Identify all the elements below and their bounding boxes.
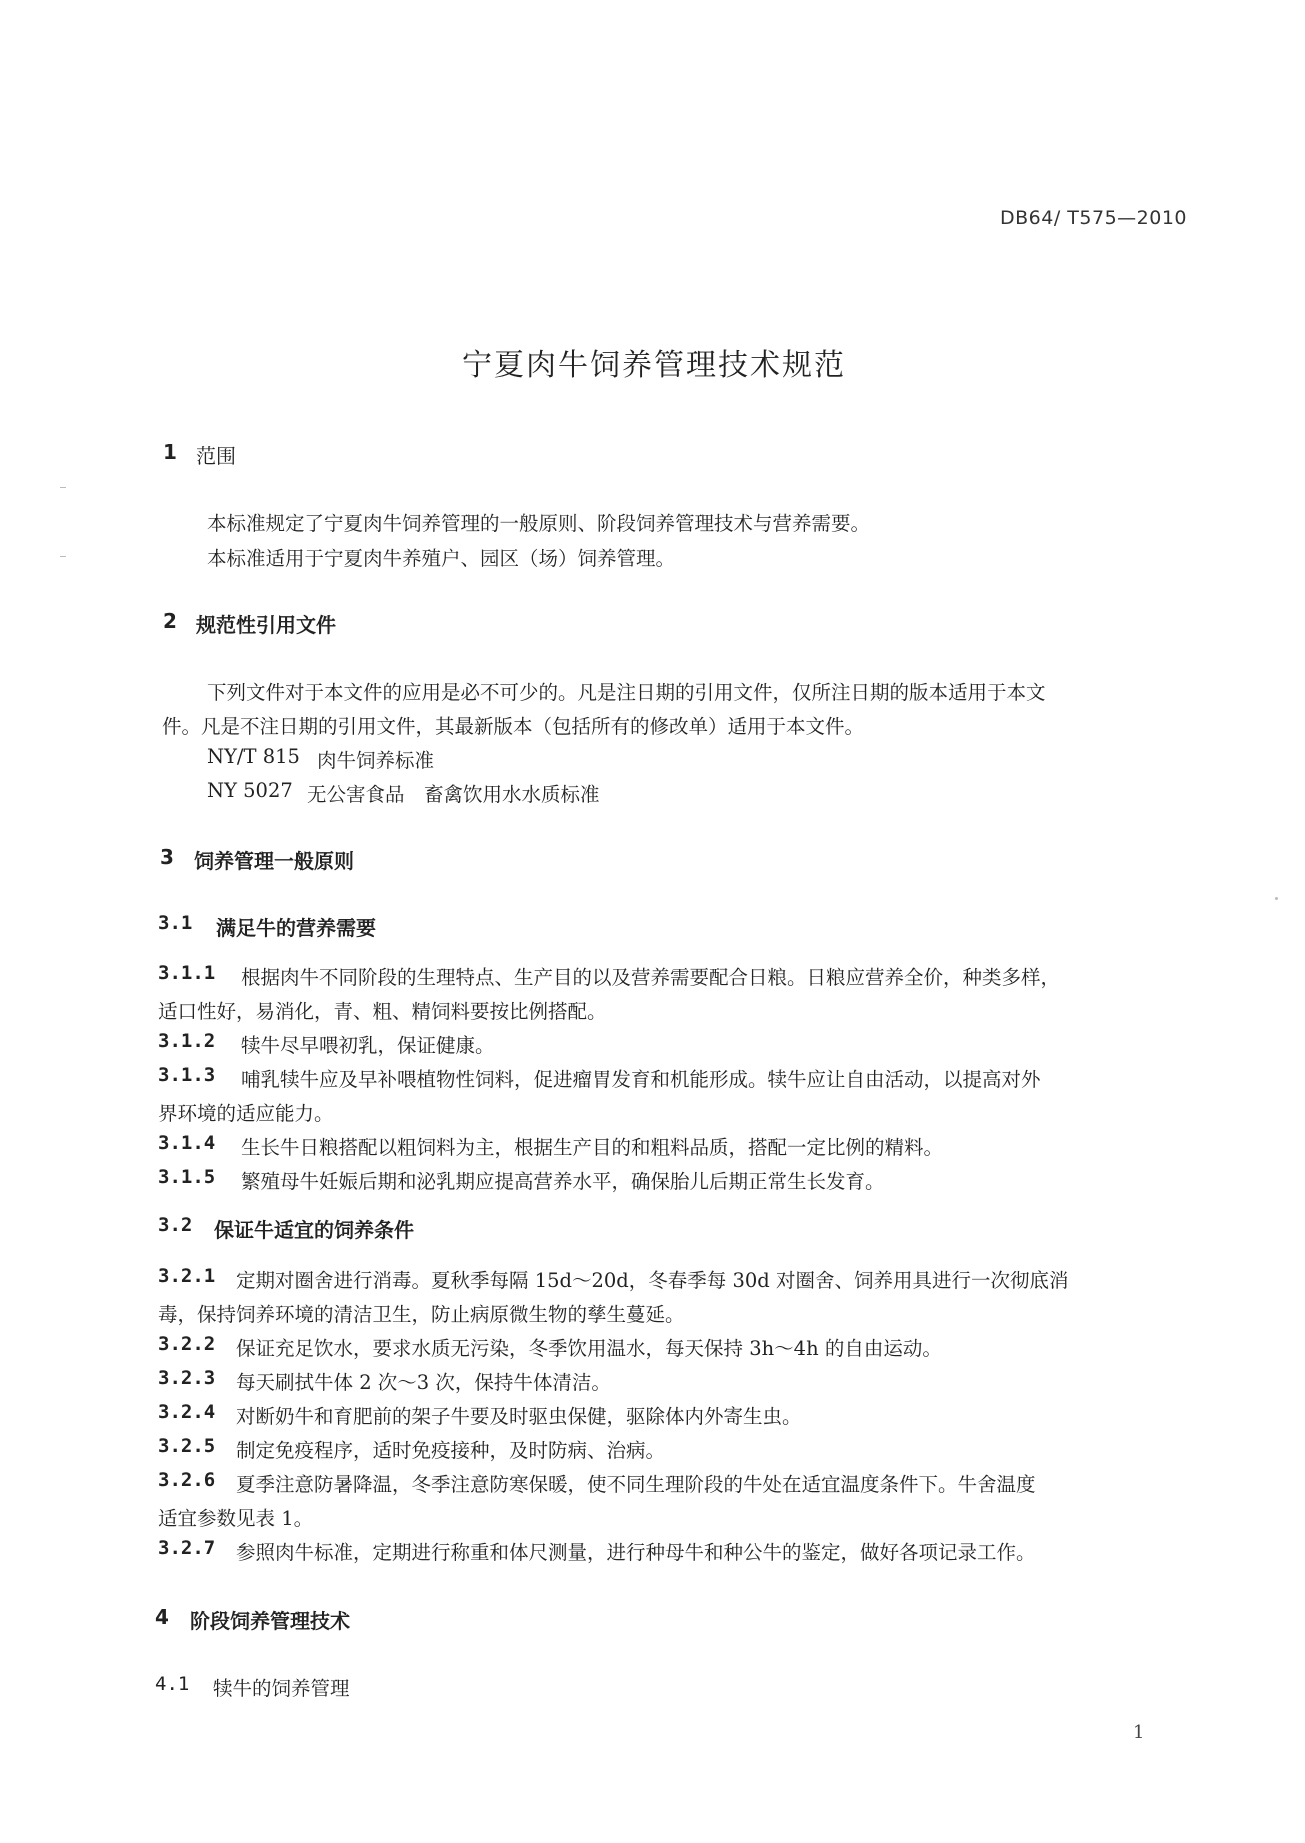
section-4-number: 4 [155, 1605, 169, 1629]
section-2-paragraph-line-1: 下列文件对于本文件的应用是必不可少的。凡是注日期的引用文件，仅所注日期的版本适用于本文 [207, 681, 1046, 704]
section-2-heading: 规范性引用文件 [196, 613, 336, 637]
clause-3-2-7-number: 3.2.7 [158, 1537, 216, 1559]
clause-3-1-3-line-2: 界环境的适应能力。 [158, 1102, 334, 1125]
section-2-number: 2 [163, 609, 177, 633]
clause-3-2-7-line-1: 参照肉牛标准，定期进行称重和体尺测量，进行种母牛和种公牛的鉴定，做好各项记录工作。 [236, 1541, 1036, 1564]
section-4-heading: 阶段饲养管理技术 [190, 1609, 350, 1633]
reference-2-code: NY 5027 [207, 779, 293, 802]
section-1-heading: 范围 [196, 444, 236, 468]
section-2-paragraph-line-2: 件。凡是不注日期的引用文件，其最新版本（包括所有的修改单）适用于本文件。 [162, 715, 865, 738]
clause-3-1-1-line-2: 适口性好，易消化，青、粗、精饲料要按比例搭配。 [158, 1000, 607, 1023]
scan-speck [60, 556, 66, 557]
scan-speck [60, 487, 66, 488]
clause-3-1-4-number: 3.1.4 [158, 1132, 216, 1154]
document-code: DB64/ T575—2010 [1000, 207, 1188, 229]
clause-3-1-4-line-1: 生长牛日粮搭配以粗饲料为主，根据生产目的和粗料品质，搭配一定比例的精料。 [241, 1136, 944, 1159]
clause-3-1-3-number: 3.1.3 [158, 1064, 216, 1086]
clause-3-1-3-line-1: 哺乳犊牛应及早补喂植物性饲料，促进瘤胃发育和机能形成。犊牛应让自由活动，以提高对外 [241, 1068, 1041, 1091]
clause-3-2-3-number: 3.2.3 [158, 1367, 216, 1389]
section-3-2-number: 3.2 [158, 1214, 193, 1236]
clause-3-1-1-number: 3.1.1 [158, 962, 216, 984]
clause-3-2-1-line-2: 毒，保持饲养环境的清洁卫生，防止病原微生物的孳生蔓延。 [158, 1303, 685, 1326]
clause-3-2-4-line-1: 对断奶牛和育肥前的架子牛要及时驱虫保健，驱除体内外寄生虫。 [236, 1405, 802, 1428]
section-1-number: 1 [163, 440, 177, 464]
section-3-1-heading: 满足牛的营养需要 [216, 916, 376, 940]
clause-3-2-5-line-1: 制定免疫程序，适时免疫接种，及时防病、治病。 [236, 1439, 666, 1462]
clause-3-1-5-line-1: 繁殖母牛妊娠后期和泌乳期应提高营养水平，确保胎儿后期正常生长发育。 [241, 1170, 885, 1193]
section-3-heading: 饲养管理一般原则 [194, 849, 354, 873]
clause-3-2-2-line-1: 保证充足饮水，要求水质无污染，冬季饮用温水，每天保持 3h～4h 的自由运动。 [236, 1337, 942, 1360]
section-4-1-number: 4.1 [155, 1673, 190, 1695]
clause-3-1-1-line-1: 根据肉牛不同阶段的生理特点、生产目的以及营养需要配合日粮。日粮应营养全价，种类多样， [241, 966, 1061, 989]
section-1-paragraph-2: 本标准适用于宁夏肉牛养殖户、园区（场）饲养管理。 [207, 547, 676, 570]
clause-3-2-6-number: 3.2.6 [158, 1469, 216, 1491]
reference-1-code: NY/T 815 [207, 745, 300, 768]
clause-3-2-6-line-2: 适宜参数见表 1。 [158, 1507, 314, 1530]
clause-3-2-3-line-1: 每天刷拭牛体 2 次～3 次，保持牛体清洁。 [236, 1371, 611, 1394]
clause-3-1-5-number: 3.1.5 [158, 1166, 216, 1188]
clause-3-1-2-number: 3.1.2 [158, 1030, 216, 1052]
section-4-1-heading: 犊牛的饲养管理 [213, 1677, 350, 1700]
reference-1-name: 肉牛饲养标准 [317, 749, 435, 772]
clause-3-2-1-number: 3.2.1 [158, 1265, 216, 1287]
section-1-paragraph-1: 本标准规定了宁夏肉牛饲养管理的一般原则、阶段饲养管理技术与营养需要。 [207, 512, 871, 535]
clause-3-1-2-line-1: 犊牛尽早喂初乳，保证健康。 [241, 1034, 495, 1057]
document-title: 宁夏肉牛饲养管理技术规范 [462, 348, 846, 383]
clause-3-2-5-number: 3.2.5 [158, 1435, 216, 1457]
reference-2-name: 无公害食品 畜禽饮用水水质标准 [307, 783, 600, 806]
clause-3-2-2-number: 3.2.2 [158, 1333, 216, 1355]
page-number: 1 [1133, 1722, 1145, 1743]
clause-3-2-4-number: 3.2.4 [158, 1401, 216, 1423]
clause-3-2-1-line-1: 定期对圈舍进行消毒。夏秋季每隔 15d～20d，冬春季每 30d 对圈舍、饲养用具进行一次彻底消 [236, 1269, 1069, 1292]
scan-speck [1275, 897, 1278, 900]
clause-3-2-6-line-1: 夏季注意防暑降温，冬季注意防寒保暖，使不同生理阶段的牛处在适宜温度条件下。牛舍温度 [236, 1473, 1036, 1496]
section-3-number: 3 [160, 845, 174, 869]
section-3-1-number: 3.1 [158, 912, 193, 934]
section-3-2-heading: 保证牛适宜的饲养条件 [214, 1218, 414, 1242]
